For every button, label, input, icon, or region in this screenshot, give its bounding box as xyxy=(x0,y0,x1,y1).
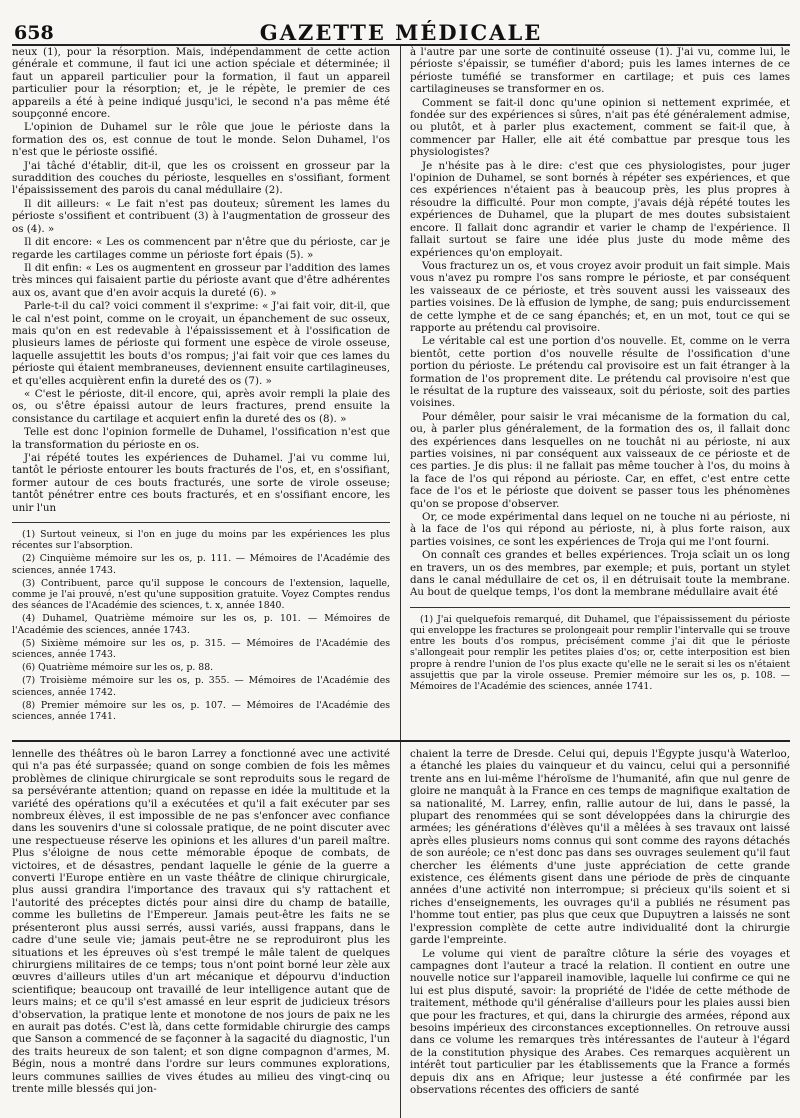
footnote: (2) Cinquième mémoire sur les os, p. 111. — Mémoires de l'Académie des sciences, année 1743. xyxy=(12,553,390,576)
footnote: (6) Quatrième mémoire sur les os, p. 88. xyxy=(22,662,214,674)
paragraph: Il dit enfin: « Les os augmentent en grosseur par l'addition des lames très minces qui faisaient partie du périoste avant que d'être adhérentes aux os, avant que d'en avoir acquis la dureté (6). » xyxy=(12,261,390,299)
feuilleton-right-column xyxy=(410,748,790,1118)
footnote: (5) Sixième mémoire sur les os, p. 315. — Mémoires de l'Académie des sciences, année 1743. xyxy=(12,637,390,661)
feuilleton-left-column xyxy=(12,748,390,1118)
paragraph: « C'est le périoste, dit-il encore, qui, après avoir rempli la plaie des os, ou s'être épaissi autour de leurs fractures, prend ensuite la consistance du cartilage et acquiert enfin la dureté des os (8). » xyxy=(12,387,390,425)
paragraph: chaient la terre de Dresde. Celui qui, depuis l'Égypte jusqu'à Waterloo, a étanché les plaies du vainqueur et du vaincu, celui qui a personnifié trente ans en lui-même l'héroïsme de l'humanité, afin que nul genre de gloire ne manquât à la France en ces temps de magnifique exaltation de sa nationalité, M. Larrey, enfin, rallie autour de lui, dans le passé, la plupart des renommées qui se sont développées dans la chirurgie des armées; les générations d'élèves qu'il a mêlées à ses travaux ont laissé après elles plusieurs noms connus qui sont comme des rayons détachés de son auréole; ce n'est donc pas dans ses ouvrages seulement qu'il faut chercher les éléments d'une juste appréciation de cette grande existence, ces éléments gisent dans une période de près de cinquante années d'une activité non interrompue; si précieux qu'ils soient et si riches d'enseignements, les ouvrages qu'il a publiés ne résument pas l'homme tout entier, pas plus que ceux que Dupuytren a laissés ne sont l'expression complète de cette autre individualité dont la chirurgie garde l'empreinte. xyxy=(410,748,790,947)
footnote: (7) Troisième mémoire sur les os, p. 355. — Mémoires de l'Académie des sciences, année 1742. xyxy=(12,675,390,698)
column-divider xyxy=(400,46,401,740)
paragraph: lennelle des théâtres où le baron Larrey a fonctionné avec une activité qui n'a pas été surpassée; quand on songe combien de fois les mêmes problèmes de clinique chirurgicale se sont reproduits sous le regard de sa persévérante attention; quand on repasse en idée la multitude et la variété des opérations qu'il a exécutées et qu'il a fait exécuter par ses nombreux élèves, il est impossible de ne pas s'enfoncer avec confiance dans les souvenirs d'une si colossale pratique, de ne point discuter avec une respectueuse réserve les opinions et les allures d'un pareil maître. Plus s'éloigne de nous cette mémorable époque de combats, de victoires, et de désastres, pendant laquelle le génie de la guerre a converti l'Europe entière en un vaste théâtre de clinique chirurgicale, plus aussi grandira l'importance des travaux qui s'y rattachent et l'autorité des préceptes dictés pour ainsi dire du champ de bataille, comme les bulletins de l'Empereur. Jamais peut-être les faits ne se présenteront plus aussi serrés, aussi variés, aussi frappans, dans le cadre d'une seule vie; jamais peut-être ne se reproduiront plus les situations et les épreuves où s'est trempé le mâle talent de quelques chirurgiens militaires de ce temps; tous n'ont point borné leur zèle aux œuvres d'ailleurs utiles d'un art mécanique et dépourvu d'induction scientifique; beaucoup ont travaillé de leur intelligence autant que de leurs mains; et ce qu'il s'est amassé en leur esprit de judicieux trésors d'observation, la pratique lente et monotone de nos jours de paix ne les en aurait pas dotés. C'est là, dans cette formidable chirurgie des camps que Sanson a commencé de se façonner à la sagacité du diagnostic, l'un des traits heureux de son talent; et son digne compagnon d'armes, M. Bégin, nous a montré dans l'ordre sur leurs communes explorations, leurs communes saillies de vives études au milieu des vingt-cinq ou trente mille blessés qui jon- xyxy=(12,748,390,1095)
paragraph: Il dit encore: « Les os commencent par n'être que du périoste, car je regarde les cartilages comme un périoste fort épais (5). » xyxy=(12,236,390,261)
paragraph: Le véritable cal est une portion d'os nouvelle. Et, comme on le verra bientôt, cette portion d'os nouvelle résulte de l'ossification d'une portion du périoste. Le prétendu cal provisoire est un fait étranger à la formation de l'os proprement dite. Le prétendu cal provisoire n'est que le résultat de la rupture des vaisseaux, soit du périoste, soit des parties voisines. xyxy=(410,335,790,410)
footnote-divider xyxy=(12,522,390,523)
footnote-divider xyxy=(410,607,790,608)
right-column xyxy=(410,46,790,740)
left-column xyxy=(12,46,390,740)
paragraph: Telle est donc l'opinion formelle de Duhamel, l'ossification n'est que la transformation du périoste en os. xyxy=(12,426,390,451)
paragraph: Parle-t-il du cal? voici comment il s'exprime: « J'ai fait voir, dit-il, que le cal n'est point, comme on le croyait, un épanchement de suc osseux, mais qu'on en est redevable à l'épaississement et à l'ossification de plusieurs lames de périoste qui forment une espèce de virole osseuse, laquelle assujettit les bouts d'os rompus; j'ai fait voir que ces lames du périoste qui étaient membraneuses, deviennent ensuite cartilagineuses, et qu'elles acquièrent enfin la dureté des os (7). » xyxy=(12,300,390,387)
page-header xyxy=(12,0,790,46)
paragraph: neux (1), pour la résorption. Mais, indépendamment de cette action générale et commune, il faut ici une action spéciale et déterminée; il faut un appareil particulier pour la formation, il faut un appareil particulier pour la résorption; et, je le répète, le premier de ces appareils a été à peine indiqué jusqu'ici, le second n'a pas même été soupçonné encore. xyxy=(12,46,390,121)
paragraph: On connaît ces grandes et belles expériences. Troja scîait un os long en travers, un os des membres, par exemple; et puis, portant un stylet dans le canal médullaire de cet os, il en détruisait toute la membrane. Au bout de quelque temps, l'os dont la membrane médullaire avait été xyxy=(410,549,790,599)
footnote: (8) Premier mémoire sur les os, p. 107. — Mémoires de l'Académie des sciences, année 1741. xyxy=(12,699,390,723)
footnote: (1) Surtout veineux, si l'on en juge du moins par les expériences les plus récentes sur l'absorption. xyxy=(12,529,390,552)
paragraph: L'opinion de Duhamel sur le rôle que joue le périoste dans la formation des os, est connue de tout le monde. Selon Duhamel, l'os n'est que le périoste ossifié. xyxy=(12,121,390,159)
paragraph: Le volume qui vient de paraître clôture la série des voyages et campagnes dont l'auteur a tracé la relation. Il contient en outre une nouvelle notice sur l'appareil inamovible, laquelle lui confirme ce qui ne lui est plus disputé, savoir: la propriété de l'idée de cette méthode de traitement, méthode qu'il généralise d'ailleurs pour les plaies aussi bien que pour les fractures, et qui, dans la chirurgie des armées, répond aux besoins impérieux des circonstances exceptionnelles. On retrouve aussi dans ce volume les remarques très intéressantes de l'auteur à l'égard de la constitution physique des Arabes. Ces remarques acquièrent un intérêt tout particulier par les établissements que la France a formés depuis dix ans en Afrique; leur justesse a été confirmée par les observations récentes des officiers de santé xyxy=(410,947,790,1096)
paragraph: J'ai répété toutes les expériences de Duhamel. J'ai vu comme lui, tantôt le périoste entourer les bouts fracturés de l'os, et, en s'ossifiant, former autour de ces bouts fracturés, une sorte de virole osseuse; tantôt pénétrer entre ces bouts fracturés, et en s'ossifiant encore, les unir l'un xyxy=(12,452,390,514)
column-divider xyxy=(400,742,401,1118)
footnote: (1) J'ai quelquefois remarqué, dit Duhamel, que l'épaississement du périoste qui enveloppe les fractures se prolongeait pour remplir l'intervalle qui se trouve entre les bouts d'os rompus, précisément comme j'ai dit que le périoste s'allongeait pour remplir les petites plaies d'os; or, cette interposition est bien propre à rendre l'union de l'os plus exacte qu'elle ne le serait si les os n'étaient assujettis que par la virole osseuse. Premier mémoire sur les os, p. 108. — Mémoires de l'Académie des sciences, année 1741. xyxy=(410,613,790,693)
journal-title: GAZETTE MÉDICALE xyxy=(259,20,543,45)
footnote: (3) Contribuent, parce qu'il suppose le concours de l'extension, laquelle, comme je l'ai prouvé, n'est qu'une supposition gratuite. Voyez Comptes rendus des séances de l'Académie des sciences, t. x, année 1840. xyxy=(12,577,390,612)
article-section xyxy=(12,46,790,742)
paragraph: J'ai tâché d'établir, dit-il, que les os croissent en grosseur par la suraddition des couches du périoste, lesquelles en s'ossifiant, forment l'épaississement des parois du canal médullaire (2). xyxy=(12,159,390,197)
page-number: 658 xyxy=(14,22,54,44)
paragraph: Je n'hésite pas à le dire: c'est que ces physiologistes, pour juger l'opinion de Duhamel, se sont bornés à répéter ses expériences, et que ces expériences n'étaient pas à beaucoup près, les plus propres à résoudre la difficulté. Pour mon compte, j'avais déjà répété toutes les expériences de Duhamel, que la plupart de mes doutes subsistaient encore. Il fallait donc agrandir et varier le champ de l'expérience. Il fallait surtout se faire une idée plus juste du mode même des expériences qu'on employait. xyxy=(410,159,790,259)
paragraph: Vous fracturez un os, et vous croyez avoir produit un fait simple. Mais vous n'avez pu rompre l'os sans rompre le périoste, et par conséquent les vaisseaux de ce périoste, et très souvent aussi les vaisseaux des parties voisines. De là effusion de lymphe, de sang; puis endurcissement de cette lymphe et de ce sang épanchés; et, en un mot, tout ce qui se rapporte au prétendu cal provisoire. xyxy=(410,259,790,334)
paragraph: Comment se fait-il donc qu'une opinion si nettement exprimée, et fondée sur des expériences si sûres, n'ait pas été généralement admise, ou plutôt, et à parler plus exactement, comment se fait-il que, à commencer par Haller, elle ait été combattue par presque tous les physiologistes? xyxy=(410,96,790,159)
paragraph: à l'autre par une sorte de continuité osseuse (1). J'ai vu, comme lui, le périoste s'épaissir, se tuméfier d'abord; puis les lames internes de ce périoste tuméfié se transformer en cartilage; et puis ces lames cartilagineuses se transformer en os. xyxy=(410,46,790,96)
paragraph: Il dit ailleurs: « Le fait n'est pas douteux; sûrement les lames du périoste s'ossifient et contribuent (3) à l'augmentation de grosseur des os (4). » xyxy=(12,197,390,235)
paragraph: Or, ce mode expérimental dans lequel on ne touche ni au périoste, ni à la face de l'os qui répond au périoste, ni, à plus forte raison, aux parties voisines, ce sont les expériences de Troja qui me l'ont fourni. xyxy=(410,511,790,548)
footnote: (4) Duhamel, Quatrième mémoire sur les os, p. 101. — Mémoires de l'Académie des sciences, année 1743. xyxy=(12,613,390,636)
paragraph: Pour démêler, pour saisir le vrai mécanisme de la formation du cal, ou, à parler plus généralement, de la formation des os, il fallait donc des expériences dans lesquelles on ne touchât ni au périoste, ni aux parties voisines, ni par conséquent aux vaisseaux de ce périoste et de ces parties. Je dis plus: il ne fallait pas même toucher à l'os, du moins à la face de l'os qui répond au périoste. Car, en effet, c'est entre cette face de l'os et le périoste que doivent se passer tous les phénomènes qu'on se propose d'observer. xyxy=(410,410,790,510)
feuilleton-section xyxy=(12,742,790,1118)
